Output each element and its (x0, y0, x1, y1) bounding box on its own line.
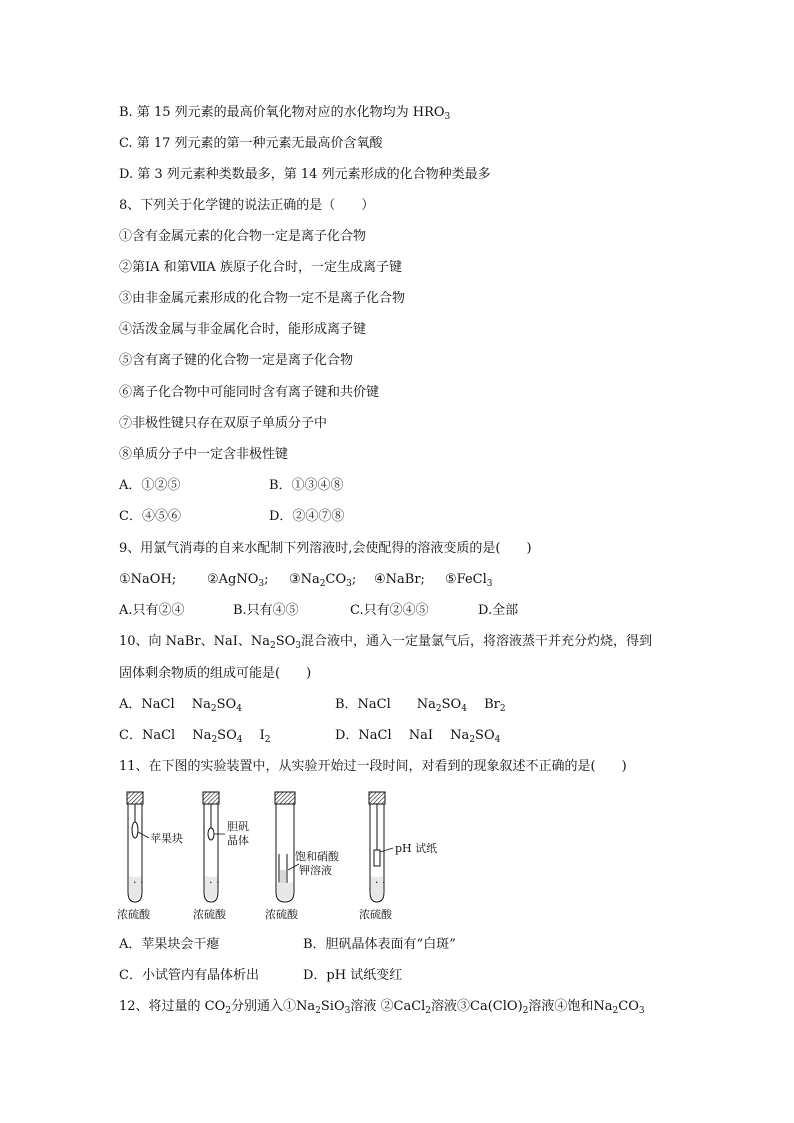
q10-option-b-mid: SO (441, 697, 462, 712)
subscript: 4 (494, 735, 501, 745)
q12-part-d: 溶液③Ca(ClO) (431, 999, 523, 1014)
q9-reagent-2-end: ; (264, 572, 269, 587)
q9-option-d: D.全部 (478, 603, 519, 618)
q9-option-a: A.只有②④ (119, 603, 185, 618)
q12-part-e-mid: CO (618, 999, 639, 1014)
q9-reagent-3-mid: CO (325, 572, 347, 587)
subscript: 2 (210, 704, 217, 714)
subscript: 2 (425, 1006, 432, 1016)
acid-dots-4: · · (375, 876, 386, 889)
stopper-1 (127, 792, 143, 804)
q10-option-b (335, 697, 506, 717)
subscript: 2 (211, 735, 218, 745)
q12-part-a: 12、将过量的 CO (119, 999, 226, 1014)
subscript: 3 (638, 1006, 645, 1016)
test-tube-alum (193, 792, 249, 921)
q11-stem: 11、在下图的实验装置中，从实验开始过一段时间，对看到的现象叙述不正确的是( ) (119, 759, 627, 774)
label-alum-2: 晶体 (227, 834, 249, 847)
subscript: 2 (435, 704, 442, 714)
q9-reagent-5 (445, 572, 493, 592)
subscript: 2 (522, 1006, 529, 1016)
q9-reagent-2-text: ②AgNO (207, 572, 259, 587)
subscript: 2 (264, 735, 271, 745)
q11-option-a: A．苹果块会干瘪 (119, 937, 220, 952)
subscript: 3 (486, 579, 493, 589)
q11-apparatus-figure (115, 790, 438, 925)
q8-statement-5: ⑤含有离子键的化合物一定是离子化合物 (119, 353, 354, 368)
subscript: 2 (499, 704, 506, 714)
leader-ph (380, 848, 393, 852)
label-ph: pH 试纸 (395, 842, 438, 855)
q10-stem-part-a: 10、向 NaBr、NaI、Na (119, 634, 270, 649)
q10-stem-part-c: 混合液中，通入一定量氯气后，将溶液蒸干并充分灼烧，得到 (301, 634, 653, 649)
subscript: 2 (469, 735, 476, 745)
label-apple: 苹果块 (150, 832, 183, 845)
alum-crystal (208, 828, 214, 840)
q10-option-c-end: I (242, 728, 265, 743)
label-acid-4: 浓硫酸 (359, 908, 392, 921)
q9-reagent-3-text: ③Na (289, 572, 320, 587)
q8-option-d: D．②④⑦⑧ (269, 509, 345, 524)
subscript: 4 (461, 704, 467, 714)
label-alum-1: 胆矾 (227, 820, 249, 833)
stopper-2 (203, 792, 219, 804)
q12-part-b-mid: SiO (320, 999, 345, 1014)
q10-option-d-text: D．NaCl NaI Na (335, 728, 470, 743)
q8-statement-4: ④活泼金属与非金属化合时，能形成离子键 (119, 322, 367, 337)
subscript: 4 (236, 735, 243, 745)
stopper-4 (369, 792, 385, 804)
q7-option-c: C. 第 17 列元素的第一种元素无最高价含氧酸 (119, 136, 383, 151)
acid-dots-2: · · (209, 876, 220, 889)
q8-statement-1: ①含有金属元素的化合物一定是离子化合物 (119, 229, 367, 244)
subscript: 4 (236, 704, 242, 714)
q11-option-b: B．胆矾晶体表面有“白斑” (303, 937, 456, 952)
q9-reagent-1: ①NaOH; (119, 572, 177, 587)
subscript: 3 (295, 641, 302, 651)
q11-option-d: D．pH 试纸变红 (303, 968, 403, 983)
q12-stem (119, 999, 645, 1019)
label-kno3-1: 饱和硝酸 (295, 850, 339, 863)
q10-option-b-text: B．NaCl Na (335, 697, 436, 712)
q8-options-row-1 (119, 478, 344, 494)
q10-option-b-end: Br (466, 697, 500, 712)
q8-option-b: B．①③④⑧ (269, 478, 344, 493)
q11-options-row-2 (119, 968, 402, 984)
subscript: 3 (344, 1006, 351, 1016)
q7-option-d: D. 第 3 列元素种类数最多，第 14 列元素形成的化合物种类最多 (119, 167, 491, 182)
q8-options-row-2 (119, 509, 344, 525)
test-tube-apple (117, 792, 183, 921)
q12-part-e: 溶液④饱和Na (528, 999, 613, 1014)
subscript: 3 (258, 579, 265, 589)
q8-statement-7: ⑦非极性键只存在双原子单质分子中 (119, 416, 328, 431)
subscript: 2 (225, 1006, 232, 1016)
q10-stem-part-b: SO (275, 634, 296, 649)
subscript: 3 (444, 112, 451, 122)
q8-option-a: A．①②⑤ (119, 478, 181, 493)
q8-stem: 8、下列关于化学键的说法正确的是（ ） (119, 198, 375, 213)
q10-option-a (119, 697, 335, 717)
q8-statement-6: ⑥离子化合物中可能同时含有离子键和共价键 (119, 385, 380, 400)
q10-options-row-2 (119, 728, 500, 748)
ph-paper (374, 850, 380, 866)
acid-dots-1: · · (133, 876, 144, 889)
q12-part-c: 溶液 ②CaCl (350, 999, 426, 1014)
q11-options-row-1 (119, 937, 456, 953)
q8-statement-8: ⑧单质分子中一定含非极性键 (119, 447, 289, 462)
q9-reagent-3-end: ; (351, 572, 357, 587)
q10-option-c-text: C．NaCl Na (119, 728, 212, 743)
test-tube-ph (359, 792, 437, 921)
q9-option-b: B.只有④⑤ (233, 603, 299, 618)
q10-stem-line-1 (119, 634, 652, 654)
label-acid-2: 浓硫酸 (193, 908, 226, 921)
q7-option-b-text: B. 第 15 列元素的最高价氧化物对应的水化物均为 HRO (119, 105, 445, 120)
stopper-3 (275, 792, 295, 804)
q8-statement-2: ②第ⅠA 和第ⅦA 族原子化合时，一定生成离子键 (119, 260, 402, 275)
q7-option-b (119, 105, 450, 125)
q9-reagents (119, 572, 493, 592)
q10-stem-line-2: 固体剩余物质的组成可能是( ) (119, 666, 312, 681)
q9-option-c: C.只有②④⑤ (350, 603, 429, 618)
q8-statement-3: ③由非金属元素形成的化合物一定不是离子化合物 (119, 291, 406, 306)
label-acid-3: 浓硫酸 (265, 908, 298, 921)
acid-3 (277, 882, 293, 900)
leader-apple (138, 832, 149, 838)
q10-option-a-mid: SO (216, 697, 237, 712)
q9-stem: 9、用氯气消毒的自来水配制下列溶液时,会使配得的溶液变质的是( ) (119, 541, 532, 556)
subscript: 2 (319, 579, 326, 589)
label-acid-1: 浓硫酸 (117, 908, 150, 921)
label-kno3-2: 钾溶液 (299, 864, 332, 877)
q10-option-d-mid: SO (475, 728, 495, 743)
q10-option-c (119, 728, 335, 748)
q11-option-c: C．小试管内有晶体析出 (119, 968, 259, 983)
test-tube-kno3 (265, 792, 340, 921)
q9-reagent-5-text: ⑤FeCl (445, 572, 487, 587)
q8-option-c: C．④⑤⑥ (119, 509, 181, 524)
q9-reagent-2 (207, 572, 289, 592)
q9-reagent-4: ④NaBr; (374, 572, 425, 587)
q10-options-row-1 (119, 697, 506, 717)
q12-part-b: 分别通入①Na (231, 999, 316, 1014)
q10-option-a-text: A．NaCl Na (119, 697, 211, 712)
q9-options (119, 603, 518, 619)
subscript: 3 (346, 579, 352, 589)
q10-option-c-mid: SO (217, 728, 237, 743)
subscript: 2 (315, 1006, 321, 1016)
q9-reagent-3 (289, 572, 374, 592)
apple-piece (132, 822, 138, 838)
subscript: 2 (269, 641, 276, 651)
subscript: 2 (612, 1006, 619, 1016)
q10-option-d (335, 728, 500, 748)
